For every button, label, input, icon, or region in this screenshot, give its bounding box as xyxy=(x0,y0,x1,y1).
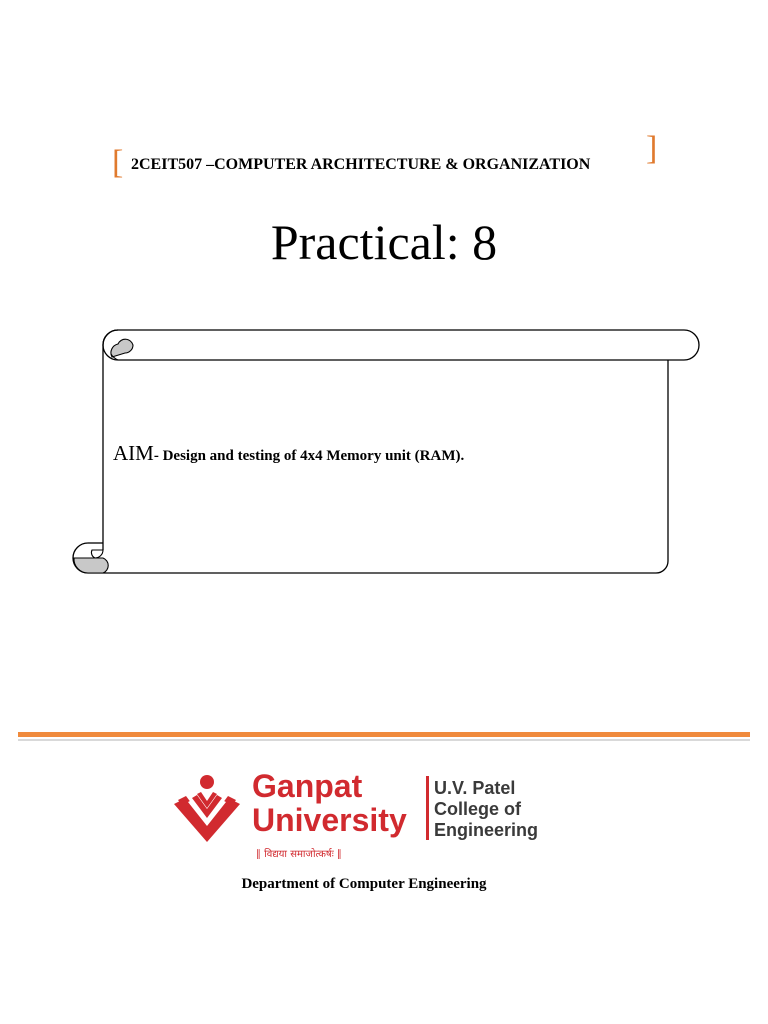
divider-thin-line xyxy=(18,739,750,741)
left-bracket: [ xyxy=(112,144,124,181)
university-name-line2: University xyxy=(252,802,407,838)
college-name-line2: College of xyxy=(434,799,522,819)
logo-divider xyxy=(426,776,429,840)
aim-separator: - xyxy=(153,448,159,464)
aim-text: Design and testing of 4x4 Memory unit (RAM). xyxy=(158,448,465,464)
aim-statement xyxy=(113,441,464,466)
course-title: 2CEIT507 –COMPUTER ARCHITECTURE & ORGANIZATION xyxy=(131,156,591,173)
orange-divider xyxy=(18,732,750,741)
college-name xyxy=(434,778,538,841)
college-name-line1: U.V. Patel xyxy=(434,778,516,798)
practical-title: Practical: 8 xyxy=(270,214,498,270)
divider-thick-line xyxy=(18,732,750,737)
university-logo xyxy=(172,770,572,865)
university-motto: ∥ विद्यया समाजोत्कर्षः ∥ xyxy=(256,849,342,860)
right-bracket: ] xyxy=(646,130,658,167)
aim-label: AIM xyxy=(113,441,154,465)
course-header xyxy=(112,130,672,188)
department-name: Department of Computer Engineering xyxy=(241,876,487,892)
ganpat-emblem-icon xyxy=(172,772,242,842)
university-name xyxy=(252,768,407,838)
college-name-line3: Engineering xyxy=(434,820,539,840)
university-name-line1: Ganpat xyxy=(252,768,363,804)
